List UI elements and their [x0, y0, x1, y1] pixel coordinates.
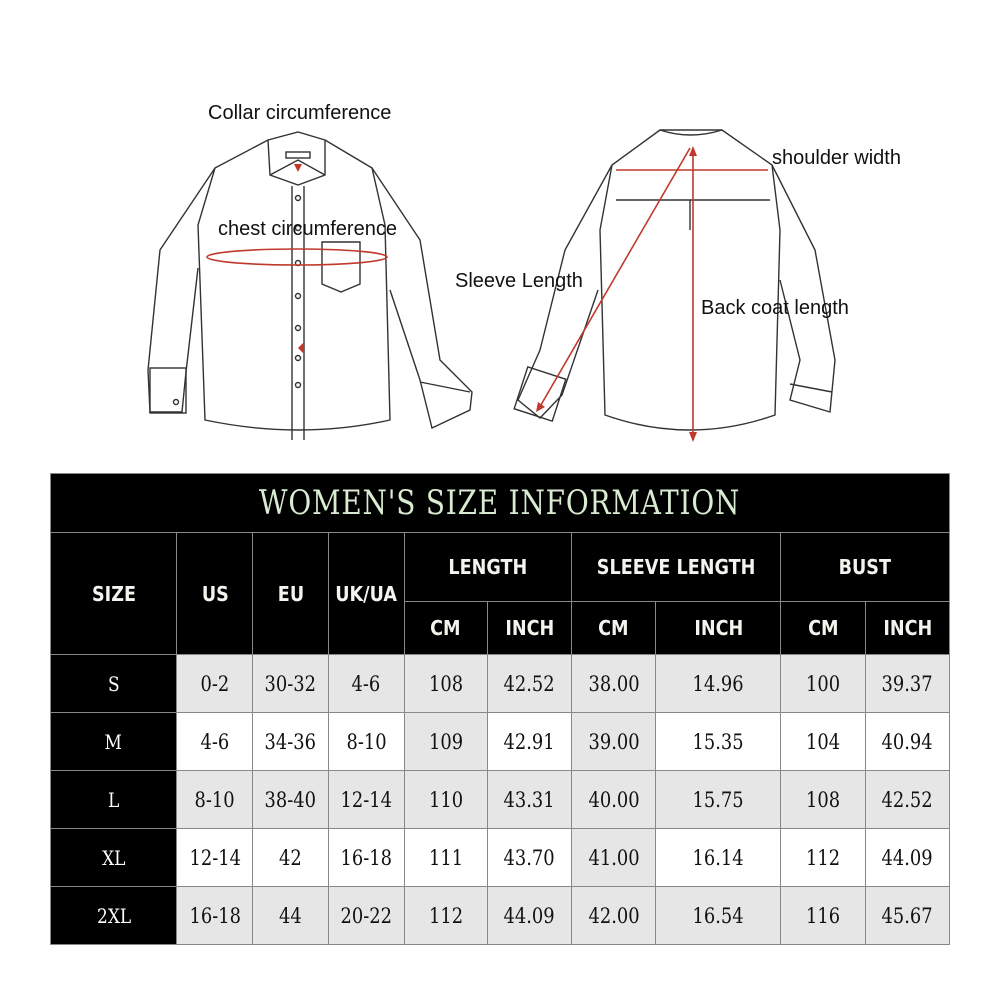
header-length-inch: INCH: [487, 602, 571, 655]
uk-ua-cell: 12-14: [328, 771, 404, 829]
back-coat-length-label: Back coat length: [701, 297, 849, 319]
header-size: SIZE: [51, 533, 177, 655]
length-inch-cell: 42.91: [487, 713, 571, 771]
bust-inch-cell: 44.09: [865, 829, 949, 887]
us-cell: 12-14: [177, 829, 253, 887]
size-cell: S: [51, 655, 177, 713]
front-shirt-outline: [148, 132, 472, 440]
length-inch-cell: 43.70: [487, 829, 571, 887]
bust-cm-cell: 104: [781, 713, 865, 771]
header-bust-inch: INCH: [865, 602, 949, 655]
table-row: [51, 655, 950, 713]
header-sleeve-cm: CM: [572, 602, 656, 655]
size-cell: 2XL: [51, 887, 177, 945]
header-sleeve-length: SLEEVE LENGTH: [572, 533, 781, 602]
bust-inch-cell: 42.52: [865, 771, 949, 829]
bust-inch-cell: 39.37: [865, 655, 949, 713]
bust-inch-cell: 40.94: [865, 713, 949, 771]
bust-cm-cell: 100: [781, 655, 865, 713]
bust-cm-cell: 116: [781, 887, 865, 945]
eu-cell: 42: [253, 829, 328, 887]
header-uk-ua: UK/UA: [328, 533, 404, 655]
sleeve-cm-cell: 41.00: [572, 829, 656, 887]
header-bust: BUST: [781, 533, 950, 602]
us-cell: 8-10: [177, 771, 253, 829]
length-cm-cell: 110: [404, 771, 487, 829]
header-length-cm: CM: [404, 602, 487, 655]
sleeve-inch-cell: 15.75: [656, 771, 781, 829]
length-cm-cell: 109: [404, 713, 487, 771]
size-cell: M: [51, 713, 177, 771]
eu-cell: 30-32: [253, 655, 328, 713]
eu-cell: 44: [253, 887, 328, 945]
length-cm-cell: 108: [404, 655, 487, 713]
eu-cell: 38-40: [253, 771, 328, 829]
eu-cell: 34-36: [253, 713, 328, 771]
sleeve-inch-cell: 16.14: [656, 829, 781, 887]
shirt-illustration: [0, 0, 1000, 470]
table-row: [51, 771, 950, 829]
table-title: WOMEN'S SIZE INFORMATION: [51, 474, 950, 533]
sleeve-inch-cell: 16.54: [656, 887, 781, 945]
sleeve-cm-cell: 38.00: [572, 655, 656, 713]
size-information-table: [50, 473, 950, 945]
bust-inch-cell: 45.67: [865, 887, 949, 945]
shirt-measurement-diagram: [0, 0, 1000, 470]
length-inch-cell: 44.09: [487, 887, 571, 945]
table-row: [51, 829, 950, 887]
us-cell: 0-2: [177, 655, 253, 713]
sleeve-inch-cell: 14.96: [656, 655, 781, 713]
collar-circumference-label: Collar circumference: [208, 102, 392, 124]
header-us: US: [177, 533, 253, 655]
header-eu: EU: [253, 533, 328, 655]
table-row: [51, 713, 950, 771]
length-inch-cell: 42.52: [487, 655, 571, 713]
uk-ua-cell: 16-18: [328, 829, 404, 887]
bust-cm-cell: 112: [781, 829, 865, 887]
bust-cm-cell: 108: [781, 771, 865, 829]
shoulder-width-label: shoulder width: [772, 147, 901, 169]
size-cell: L: [51, 771, 177, 829]
uk-ua-cell: 4-6: [328, 655, 404, 713]
chest-circumference-label: chest circumference: [218, 218, 397, 240]
header-bust-cm: CM: [781, 602, 865, 655]
table-row: [51, 887, 950, 945]
header-sleeve-inch: INCH: [656, 602, 781, 655]
size-cell: XL: [51, 829, 177, 887]
uk-ua-cell: 20-22: [328, 887, 404, 945]
sleeve-inch-cell: 15.35: [656, 713, 781, 771]
uk-ua-cell: 8-10: [328, 713, 404, 771]
length-cm-cell: 111: [404, 829, 487, 887]
length-inch-cell: 43.31: [487, 771, 571, 829]
header-length: LENGTH: [404, 533, 571, 602]
measurement-arrows: [294, 146, 697, 442]
sleeve-cm-cell: 40.00: [572, 771, 656, 829]
length-cm-cell: 112: [404, 887, 487, 945]
sleeve-cm-cell: 42.00: [572, 887, 656, 945]
us-cell: 16-18: [177, 887, 253, 945]
measurement-lines: [207, 148, 768, 440]
sleeve-length-label: Sleeve Length: [455, 270, 583, 292]
sleeve-cm-cell: 39.00: [572, 713, 656, 771]
us-cell: 4-6: [177, 713, 253, 771]
